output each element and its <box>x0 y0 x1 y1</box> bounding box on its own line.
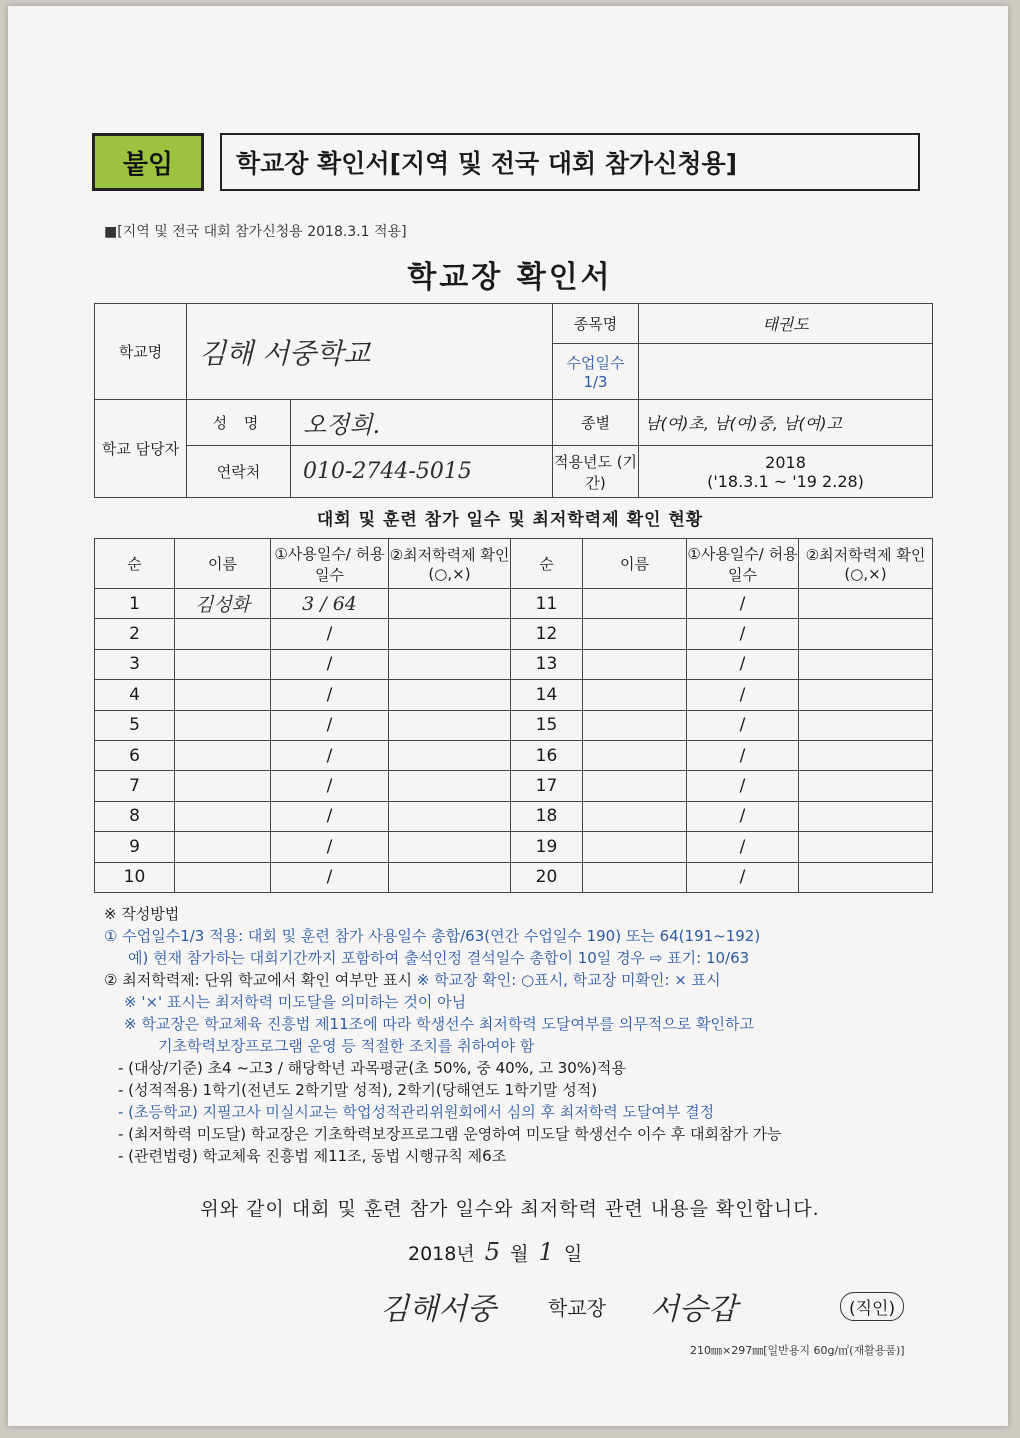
row-number: 9 <box>95 832 175 862</box>
contact-group-label: 학교 담당자 <box>95 400 187 498</box>
contact-name-label: 성 명 <box>187 400 291 446</box>
student-name <box>583 740 687 770</box>
table-row <box>95 619 933 649</box>
days-used: / <box>271 771 389 801</box>
applicability-note: ■[지역 및 전국 대회 참가신청용 2018.3.1 적용] <box>104 224 407 240</box>
info-table <box>94 303 933 498</box>
row-number: 19 <box>511 832 583 862</box>
row-number: 12 <box>511 619 583 649</box>
gender-label: 종별 <box>553 400 639 446</box>
date-month-unit: 월 <box>510 1243 529 1265</box>
principal-label: 학교장 <box>548 1296 606 1320</box>
academic-check <box>389 710 511 740</box>
section-title: 대회 및 훈련 참가 일수 및 최저학력제 확인 현황 <box>316 510 704 530</box>
days-used: / <box>687 771 799 801</box>
academic-check <box>799 801 933 831</box>
academic-check <box>799 771 933 801</box>
days-used: / <box>271 649 389 679</box>
row-number: 7 <box>95 771 175 801</box>
row-number: 13 <box>511 649 583 679</box>
school-days-value <box>639 344 933 400</box>
row-number: 4 <box>95 680 175 710</box>
attachment-badge: 붙임 <box>92 133 204 191</box>
header-title: 학교장 확인서[지역 및 전국 대회 참가신청용] <box>220 133 920 191</box>
school-days-ratio: 1/3 <box>583 373 608 391</box>
row-number: 15 <box>511 710 583 740</box>
header-days: ①사용일수/ 허용일수 <box>271 539 389 589</box>
signature-line <box>380 1284 980 1328</box>
header <box>92 133 922 191</box>
student-name <box>175 710 271 740</box>
days-used: / <box>687 832 799 862</box>
table-row <box>95 740 933 770</box>
days-used: / <box>687 589 799 619</box>
year-cell <box>639 446 933 498</box>
student-name <box>583 589 687 619</box>
contact-name-value: 오정희. <box>291 400 553 446</box>
days-used: / <box>687 649 799 679</box>
contact-phone-label: 연락처 <box>187 446 291 498</box>
student-name <box>175 740 271 770</box>
days-used: / <box>271 832 389 862</box>
academic-check <box>389 740 511 770</box>
academic-check <box>799 740 933 770</box>
note-1-line-a: 수업일수1/3 적용: 대회 및 훈련 참가 사용일수 총합/63(연간 수업일수 190) 또는 64(191~192) <box>122 927 761 945</box>
note-2-line-b: ※ '×' 표시는 최저학력 미도달을 의미하는 것이 아님 <box>124 993 467 1011</box>
gender-value: 남(여)초, 남(여)중, 남(여)고 <box>639 400 933 446</box>
table-row <box>95 589 933 619</box>
note-1-line-b: 예) 현재 참가하는 대회기간까지 포함하여 출석인정 결석일수 총합이 10일 경우 ⇨ 표기: 10/63 <box>128 949 750 967</box>
instructions <box>104 904 944 1168</box>
row-number: 3 <box>95 649 175 679</box>
year-value: 2018 <box>765 452 806 472</box>
school-days-cell <box>553 344 639 400</box>
header-check: ②최저학력제 확인(○,×) <box>389 539 511 589</box>
instructions-heading: ※ 작성방법 <box>104 905 180 923</box>
row-number: 16 <box>511 740 583 770</box>
row-number: 5 <box>95 710 175 740</box>
days-used: / <box>271 619 389 649</box>
academic-check <box>389 589 511 619</box>
row-number: 6 <box>95 740 175 770</box>
table-row <box>95 832 933 862</box>
row-number: 14 <box>511 680 583 710</box>
date-year: 2018년 <box>408 1243 475 1265</box>
note-2-mark: ② <box>104 971 118 989</box>
student-name <box>583 649 687 679</box>
row-number: 10 <box>95 862 175 892</box>
detail-2: - (성적적용) 1학기(전년도 2학기말 성적), 2학기(당해연도 1학기말 성적) <box>118 1081 598 1099</box>
days-used: / <box>687 740 799 770</box>
academic-check <box>799 862 933 892</box>
row-number: 1 <box>95 589 175 619</box>
academic-check <box>799 589 933 619</box>
table-row <box>95 649 933 679</box>
academic-check <box>389 619 511 649</box>
school-days-label: 수업일수 <box>566 354 625 372</box>
row-number: 8 <box>95 801 175 831</box>
event-label: 종목명 <box>553 304 639 344</box>
confirmation-statement: 위와 같이 대회 및 훈련 참가 일수와 최저학력 관련 내용을 확인합니다. <box>200 1198 820 1220</box>
days-used: / <box>271 740 389 770</box>
note-2-line-a-blue: ※ 학교장 확인: ○표시, 학교장 미확인: × 표시 <box>416 971 721 989</box>
header-name: 이름 <box>583 539 687 589</box>
days-used: / <box>687 710 799 740</box>
date-day: 1 <box>538 1238 554 1266</box>
table-row <box>95 680 933 710</box>
detail-5: - (관련법령) 학교체육 진흥법 제11조, 동법 시행규칙 제6조 <box>118 1147 507 1165</box>
detail-3: - (초등학교) 지필고사 미실시교는 학업성적관리위원회에서 심의 후 최저학력 도달여부 결정 <box>118 1103 715 1121</box>
table-row <box>95 801 933 831</box>
header-no: 순 <box>511 539 583 589</box>
student-name <box>175 680 271 710</box>
signature-name: 서승갑 <box>650 1292 737 1327</box>
date-day-unit: 일 <box>563 1243 583 1265</box>
detail-4: - (최저학력 미도달) 학교장은 기초학력보장프로그램 운영하여 미도달 학생선수 이수 후 대회참가 가능 <box>118 1125 782 1143</box>
student-name <box>175 649 271 679</box>
student-name <box>175 801 271 831</box>
academic-check <box>799 649 933 679</box>
student-name <box>583 680 687 710</box>
student-name <box>175 619 271 649</box>
academic-check <box>799 619 933 649</box>
date-month: 5 <box>484 1238 501 1266</box>
academic-check <box>389 862 511 892</box>
row-number: 20 <box>511 862 583 892</box>
note-2-line-a: 최저학력제: 단위 학교에서 확인 여부만 표시 <box>122 971 412 989</box>
contact-phone-value: 010-2744-5015 <box>291 446 553 498</box>
days-used: / <box>687 862 799 892</box>
table-row <box>95 771 933 801</box>
header-check: ②최저학력제 확인(○,×) <box>799 539 933 589</box>
days-used: / <box>271 801 389 831</box>
academic-check <box>389 832 511 862</box>
student-name <box>175 862 271 892</box>
header-name: 이름 <box>175 539 271 589</box>
year-period: ('18.3.1 ~ '19 2.28) <box>707 471 864 491</box>
student-name <box>583 771 687 801</box>
row-number: 17 <box>511 771 583 801</box>
student-name <box>583 862 687 892</box>
academic-check <box>389 771 511 801</box>
student-name <box>583 832 687 862</box>
school-name-value: 김해 서중학교 <box>187 304 553 400</box>
days-used: / <box>271 710 389 740</box>
official-seal: (직인) <box>840 1292 904 1321</box>
student-name: 김성화 <box>175 589 271 619</box>
academic-check <box>389 801 511 831</box>
table-row <box>95 862 933 892</box>
row-number: 11 <box>511 589 583 619</box>
participation-table <box>94 538 933 893</box>
paper-spec: 210㎜×297㎜[일반용지 60g/㎡(재활용품)] <box>690 1344 905 1357</box>
student-name <box>583 710 687 740</box>
note-1-mark: ① <box>104 927 118 945</box>
student-name <box>583 619 687 649</box>
detail-1: - (대상/기준) 초4 ~고3 / 해당학년 과목평균(초 50%, 중 40%, 고 30%)적용 <box>118 1059 626 1077</box>
signature-school: 김해서중 <box>380 1292 496 1327</box>
note-2-line-d: 기초학력보장프로그램 운영 등 적절한 조치를 취하여야 함 <box>158 1037 535 1055</box>
table-row <box>95 710 933 740</box>
academic-check <box>799 832 933 862</box>
academic-check <box>799 710 933 740</box>
days-used: / <box>687 619 799 649</box>
days-used: 3 / 64 <box>271 589 389 619</box>
table-header <box>95 539 933 589</box>
page-title: 학교장 확인서 <box>407 260 613 295</box>
days-used: / <box>687 680 799 710</box>
days-used: / <box>271 862 389 892</box>
days-used: / <box>687 801 799 831</box>
school-label: 학교명 <box>95 304 187 400</box>
year-label: 적용년도 (기간) <box>553 446 639 498</box>
student-name <box>175 771 271 801</box>
event-value: 태권도 <box>639 304 933 344</box>
student-name <box>175 832 271 862</box>
academic-check <box>799 680 933 710</box>
note-2-line-c: ※ 학교장은 학교체육 진흥법 제11조에 따라 학생선수 최저학력 도달여부를 의무적으로 확인하고 <box>124 1015 754 1033</box>
student-name <box>583 801 687 831</box>
academic-check <box>389 680 511 710</box>
header-no: 순 <box>95 539 175 589</box>
row-number: 2 <box>95 619 175 649</box>
header-days: ①사용일수/ 허용일수 <box>687 539 799 589</box>
academic-check <box>389 649 511 679</box>
date-line <box>408 1238 582 1266</box>
days-used: / <box>271 680 389 710</box>
row-number: 18 <box>511 801 583 831</box>
